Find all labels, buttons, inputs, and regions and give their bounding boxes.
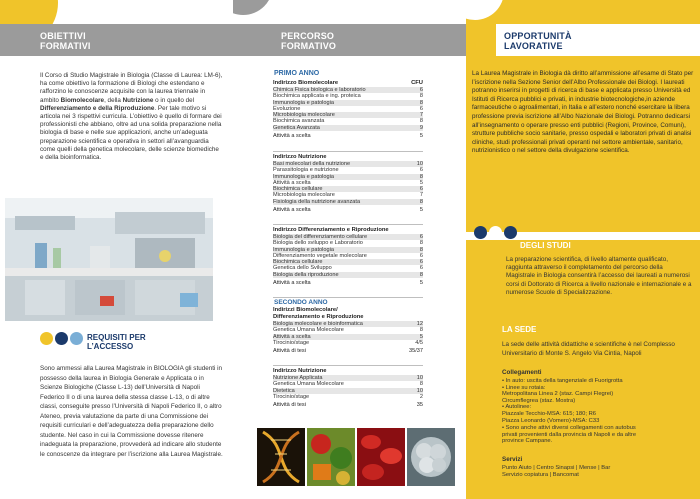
course-group-y2-biomolecolare bbox=[273, 307, 423, 355]
course-row: Basi molecolari della nutrizione 10 bbox=[273, 161, 423, 167]
course-row: Differenziamento vegetale molecolare 6 bbox=[273, 252, 423, 259]
servizi-title: Servizi bbox=[502, 456, 523, 463]
course-row: Chimica Fisica biologica e laboratorio 6 bbox=[273, 87, 423, 93]
course-row: Biochimica cellulare 6 bbox=[273, 259, 423, 266]
course-total-row: Attività a scelta 5 bbox=[273, 207, 423, 214]
course-row: Biologia della riproduzione 8 bbox=[273, 271, 423, 278]
section-title-opportunita: OPPORTUNITÀ LAVORATIVE bbox=[504, 31, 572, 51]
servizi-list: Punto Aiuto | Centro Sinapsi | Mense | Bar Servizio copiatura | Bancomat bbox=[502, 465, 611, 478]
course-row: Genetica dello Sviluppo 6 bbox=[273, 265, 423, 272]
course-row: Genetica Avanzata 9 bbox=[273, 124, 423, 131]
year-title-primo: PRIMO ANNO bbox=[274, 70, 320, 77]
course-group-y2-nutrizione bbox=[273, 368, 423, 409]
bullet-dot-3 bbox=[70, 332, 83, 345]
course-row: Attività a scelta 5 bbox=[273, 179, 423, 186]
divider bbox=[273, 224, 423, 225]
intro-paragraph: Il Corso di Studio Magistrale in Biologia (Classe di Laurea: LM-6), ha come obiettivo la formazione di Biologi che estendano e rafforzino le conoscenze acquisite con la laurea triennale in ambito Biomolecolare, della Nutrizione o in quello del Differenziamento e della Riproduzione. Per tale motivo si articola nei 3 rispettivi curricula. L’obiettivo è quello di formare dei professionisti che abbiano, oltre ad una solida preparazione nella biologia di base e nelle sue applicazioni, anche un’adeguata preparazione scientifica e operativa in settori all’avanguardia come quelli della genetica molecolare, delle scienze biomediche e della bioinformatica. bbox=[40, 72, 223, 162]
section-title-requisiti: REQUISITI PER L’ACCESSO bbox=[87, 333, 146, 351]
course-row: Immunologia e patologia 8 bbox=[273, 246, 423, 253]
decorative-circle-grey bbox=[233, 0, 273, 15]
course-row: Attività a scelta 5 bbox=[273, 333, 423, 340]
course-row: Genetica Umana Molecolare 8 bbox=[273, 381, 423, 388]
course-total-row: Attività a scelta 5 bbox=[273, 280, 423, 287]
embryo-cells-image bbox=[407, 428, 455, 486]
group-title: Indirizzo Nutrizione bbox=[273, 154, 327, 160]
dna-helix-image bbox=[257, 428, 305, 486]
course-row: Biologia dello sviluppo e Laboratorio 8 bbox=[273, 240, 423, 247]
blood-cells-image bbox=[357, 428, 405, 486]
header-band bbox=[0, 24, 233, 56]
bullet-dot-2 bbox=[489, 226, 502, 239]
vegetables-image bbox=[307, 428, 355, 486]
divider bbox=[273, 151, 423, 152]
course-row: Genetica Umana Molecolare 8 bbox=[273, 327, 423, 334]
course-row: Nutrizione Applicata 10 bbox=[273, 375, 423, 381]
collegamenti-title: Collegamenti bbox=[502, 369, 542, 376]
course-group-differenziamento bbox=[273, 227, 423, 287]
divider bbox=[273, 365, 423, 366]
course-row: Dietetica 10 bbox=[273, 387, 423, 394]
course-total-row: Attività di tesi 35/37 bbox=[273, 348, 423, 355]
course-row: Tirocinio/stage 4/5 bbox=[273, 339, 423, 346]
course-row: Fisiologia della nutrizione avanzata 8 bbox=[273, 198, 423, 205]
opportunita-paragraph: La Laurea Magistrale in Biologia dà diritto all’ammissione all’esame di Stato per l’iscrizione nella Sezione Senior dell’Albo Professionale dei Biologi. I laureati potranno inserirsi in progetti di ricerca di base e applicata presso Università ed Istituti di Ricerca pubblici e privati, in industrie biotecnologiche,in aziende farmaceutiche o agroalimentari, in Italia e all’estero nonché esercitare la libera professione previa iscrizione all’Albo Nazionale dei Biologi. Potranno dedicarsi all’insegnamento o operare presso enti pubblici (Regioni, Province, Comuni), strutture pubbliche socio sanitarie, presso ospedali e laboratori privati di analisi cliniche, studi professionali privati operanti nel settore ambientale, sanitario, nutrizionistico o nel settore della divulgazione scientifica. bbox=[472, 70, 694, 155]
requisiti-paragraph: Sono ammessi alla Laurea Magistrale in BIOLOGIA gli studenti in possesso della laurea in Biologia Generale e Applicata o in Scienze Biologiche (Classe L-13) dell’Università di Napoli Federico II o di una laurea della stessa classe L-13, o di altre classi, conseguite presso l’Università di Napoli Federico II, o altro Ateneo, previa valutazione da parte di una Commissione dei requisiti curriculari e dell’adeguatezza della preparazione dello studente. Nel caso in cui la Commissione dovesse ritenere inadeguata la preparazione, provvederà ad indicare allo studente le conoscenze da integrare per l’iscrizione alla Laurea Magistrale. bbox=[40, 365, 223, 458]
divider bbox=[273, 297, 423, 298]
course-row: Immunologia e patologia 8 bbox=[273, 99, 423, 106]
course-total-row: Attività di tesi 35 bbox=[273, 402, 423, 409]
collegamenti-list: • In auto: uscita della tangenziale di Fuorigrotta • Linee su rotaia: Metropolitana Linea 2 (staz. Campi Flegrei) Circumflegrea (staz. Mostra) • Autolinee: Piazzale Tecchio-MSA: 615; 180; R6 Piazza Leonardo (Vomero)-MSA: C33 • Sono anche attivi diversi collegamenti con autobus privati provenienti dalla provincia di Napoli e da altre province Campane. bbox=[502, 378, 637, 445]
group-title: Indirizzo Differenziamento e Riproduzione bbox=[273, 227, 389, 233]
course-row: Immunologia e patologia 8 bbox=[273, 173, 423, 180]
course-row: Tirocinio/stage 2 bbox=[273, 393, 423, 400]
section-title-prosecuzione: PROSECUZIONE DEGLI STUDI bbox=[520, 232, 585, 250]
prosecuzione-paragraph: La preparazione scientifica, di livello altamente qualificato, raggiunta attraverso il completamento del percorso della Magistrale in Biologia consentirà l’accesso dei laureati a numerosi corsi di Dottorato di Ricerca a livello nazionale e internazionale e a numerose Scuole di Specializzazione. bbox=[506, 256, 692, 296]
group-title: Indirizzi Biomolecolare/ Differenziamento e Riproduzione bbox=[273, 307, 364, 320]
bullet-dot-2 bbox=[55, 332, 68, 345]
header-band bbox=[233, 24, 466, 56]
bullet-dot-1 bbox=[474, 226, 487, 239]
course-row: Biochimica applicata e ing. proteica 8 bbox=[273, 93, 423, 100]
bullet-dot-3 bbox=[504, 226, 517, 239]
panel-obiettivi bbox=[0, 0, 233, 499]
course-row: Microbiologia molecolare 7 bbox=[273, 112, 423, 119]
year-title-secondo: SECONDO ANNO bbox=[274, 299, 328, 306]
panel-opportunita bbox=[466, 0, 700, 499]
course-row: Biochimica avanzata 8 bbox=[273, 118, 423, 125]
course-row: Biochimica cellulare 6 bbox=[273, 186, 423, 193]
sede-paragraph: La sede delle attività didattiche e scientifiche è nel Complesso Universitario di Monte S. Angelo Via Cintia, Napoli bbox=[502, 341, 675, 357]
panel-percorso bbox=[233, 0, 466, 499]
group-title: Indirizzo Nutrizione bbox=[273, 368, 327, 374]
cfu-header: CFU bbox=[411, 80, 423, 86]
course-row: Parassitologia e nutrizione 6 bbox=[273, 167, 423, 174]
course-total-row: Attività a scelta 5 bbox=[273, 133, 423, 140]
section-title-sede: LA SEDE bbox=[502, 325, 537, 334]
laboratory-photo bbox=[5, 198, 213, 321]
course-row: Biologia molecolare e bioinformatica 12 bbox=[273, 321, 423, 327]
course-group-biomolecolare bbox=[273, 80, 423, 140]
course-row: Biologia del differenziamento cellulare 6 bbox=[273, 234, 423, 240]
group-title: Indirizzo Biomolecolare bbox=[273, 80, 339, 86]
course-group-nutrizione bbox=[273, 154, 423, 214]
course-row: Evoluzione 6 bbox=[273, 105, 423, 112]
bullet-dot-1 bbox=[40, 332, 53, 345]
section-title-percorso: PERCORSO FORMATIVO bbox=[281, 31, 337, 51]
course-row: Microbiologia molecolare 7 bbox=[273, 192, 423, 199]
laboratory-illustration bbox=[5, 198, 213, 321]
section-title-obiettivi: OBIETTIVI FORMATIVI bbox=[40, 31, 91, 51]
